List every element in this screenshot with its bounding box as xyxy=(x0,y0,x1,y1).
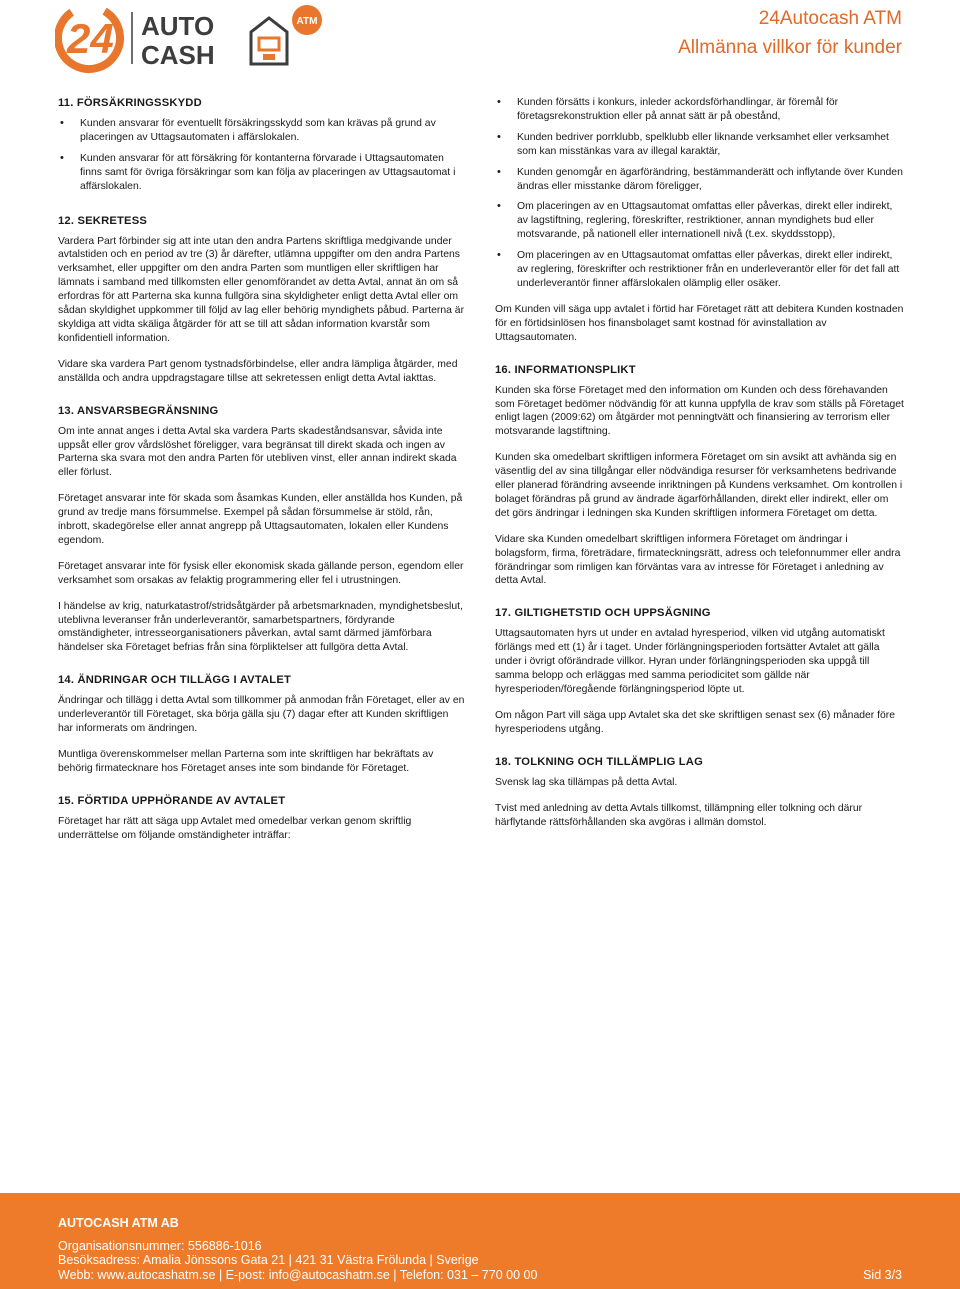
section-16-paragraph: Kunden ska omedelbart skriftligen informera Företaget om sin avsikt att avhända sig en väsentlig del av sina tillgångar eller nödvändiga resurser för verksamhetens bedrivande eller planerad förändring avseende inriktningen på Kundens verksamhet. Om kontrollen i bolaget förändras på grund av ändrade ägarförhållanden, direkt eller indirekt, eller om det görs ändringar i ledningen ska Kunden skriftligen informera Företaget om detta. xyxy=(495,452,903,519)
section-14-paragraph: Ändringar och tillägg i detta Avtal som tillkommer på anmodan från Företaget, eller av en underleverantör till Företaget, ska börja gälla sju (7) dagar efter att Kunden skriftligen har informerats om ändringen. xyxy=(58,695,465,735)
list-item: • Kunden försätts i konkurs, inleder ackordsförhandlingar, är föremål för företagsrekonstruktion eller på annat sätt är på obestånd, xyxy=(495,96,904,124)
section-12-paragraph: Vardera Part förbinder sig att inte utan den andra Partens skriftliga medgivande under avtalstiden och en period av tre (3) år därefter, utlämna uppgifter om den andra Partens verksamhet, eller uppgifter om den andra Parten som muntligen eller skriftligen har lämnats i samband med tillkomsten eller genomförandet av detta Avtal, annat än om så erfordras för att Parterna ska kunna fullgöra sina skyldigheter enligt detta Avtal eller om sådan skyldighet uppkommer till följd av lag eller behörig myndighets påbud. Parterna är skyldiga att vidta skäliga åtgärder för att se till att sådan information kvarstår som konfidentiell information. xyxy=(58,235,465,344)
logo-cash: CASH xyxy=(141,40,215,70)
section-17-title: 17. GILTIGHETSTID OCH UPPSÄGNING xyxy=(495,607,711,620)
left-column xyxy=(58,96,465,855)
list-item: • Kunden bedriver porrklubb, spelklubb eller liknande verksamhet eller verksamhet som kan misstänkas vara av illegal karaktär, xyxy=(495,131,904,159)
atm-badge-text: ATM xyxy=(296,16,318,27)
section-17-paragraph: Om någon Part vill säga upp Avtalet ska det ske skriftligen senast sex (6) månader före hyresperiodens utgång. xyxy=(495,709,896,735)
footer xyxy=(0,1193,960,1289)
footer-contact: Webb: www.autocashatm.se | E-post: info@autocashatm.se | Telefon: 031 – 770 00 00 xyxy=(58,1268,538,1282)
section-18-paragraph: Tvist med anledning av detta Avtals tillkomst, tillämpning eller tolkning och därur härflytande rättsförhållanden ska avgöras i allmän domstol. xyxy=(495,802,863,828)
section-12-paragraph: Vidare ska vardera Part genom tystnadsförbindelse, eller andra lämpliga åtgärder, med anställda och andra uppdragstagare tillse att sekretessen enligt detta Avtal iakttas. xyxy=(58,358,458,384)
section-16-paragraph: Vidare ska Kunden omedelbart skriftligen informera Företaget om ändringar i bolagsform, firma, företrädare, firmateckningsrätt, adress och telefonnummer eller andra förändringar som rimligen kan förväntas vara av intresse för Företaget i anledning av detta Avtal. xyxy=(495,533,901,587)
section-15-list xyxy=(495,96,904,291)
section-15-paragraph: Företaget har rätt att säga upp Avtalet med omedelbar verkan genom skriftlig underrättelse om följande omständigheter inträffar: xyxy=(58,815,412,841)
logo-number: 24 xyxy=(67,15,114,62)
footer-company: AUTOCASH ATM AB xyxy=(58,1216,179,1230)
section-15-paragraph: Om Kunden vill säga upp avtalet i förtid har Företaget rätt att debitera Kunden kostnaden för en förtidsinlösen hos finansbolaget samt kostnad för avinstallation av Uttagsautomaten. xyxy=(495,303,904,343)
right-column xyxy=(495,96,904,841)
footer-org-number: Organisationsnummer: 556886-1016 xyxy=(58,1239,262,1253)
list-item: • Om placeringen av en Uttagsautomat omfattas eller påverkas, direkt eller indirekt, av reglering, föreskrifter och restriktioner från en underleverantör eller för det fall att underleverantör finner affärslokalen olämplig eller osäker. xyxy=(495,249,904,291)
page-number: Sid 3/3 xyxy=(863,1268,902,1282)
section-13-paragraph: Företaget ansvarar inte för fysisk eller ekonomisk skada gällande person, egendom eller verksamhet som orsakas av felaktig programmering eller fel i utrustningen. xyxy=(58,560,464,586)
section-15-title: 15. FÖRTIDA UPPHÖRANDE AV AVTALET xyxy=(58,794,286,807)
autocash-logo xyxy=(55,2,325,74)
logo-24-emblem xyxy=(55,2,131,74)
section-14-paragraph: Muntliga överenskommelser mellan Parterna som inte skriftligen har bekräftats av behörig firmatecknare hos Företaget anses inte som bindande för Företaget. xyxy=(58,749,434,774)
section-17-paragraph: Uttagsautomaten hyrs ut under en avtalad hyresperiod, vilken vid utgång automatiskt förlängs med ett (1) år i taget. Under förlängningsperioden fortsätter Avtalet att gälla under i övrigt oförändrade villkor. Hyran under förlängningsperioden ska uppgå till samma belopp och erläggas med samma periodicitet som gällde när hyresperioden/föregående förlängningsperiod löpte ut. xyxy=(495,628,885,695)
section-13-paragraph: I händelse av krig, naturkatastrof/stridsåtgärder på arbetsmarknaden, myndighetsbeslut, uteblivna leveranser från underleverantör, samarbetspartners, fördyrande omständigheter, intresseorganisationers påverkan, avtal samt därmed jämförbara händelser ska Företaget befrias från sina förpliktelser att fullgöra detta Avtal. xyxy=(58,600,463,654)
section-11-list xyxy=(58,117,465,194)
atm-machine-icon xyxy=(251,18,287,64)
section-13-paragraph: Företaget ansvarar inte för skada som åsamkas Kunden, eller anställda hos Kunden, på grund av tredje mans försummelse. Exempel på sådan försummelse är stöld, rån, inbrott, skadegörelse eller annat angrepp på Uttagsautomaten, lokalen eller Kundens egendom. xyxy=(58,493,463,546)
footer-address: Besöksadress: Amalia Jönssons Gata 21 | 421 31 Västra Frölunda | Sverige xyxy=(58,1253,479,1267)
section-11-title: 11. FÖRSÄKRINGSSKYDD xyxy=(58,97,202,109)
section-13-title: 13. ANSVARSBEGRÄNSNING xyxy=(58,404,219,417)
document-header xyxy=(678,8,902,61)
section-18-title: 18. TOLKNING OCH TILLÄMPLIG LAG xyxy=(495,755,703,768)
logo-auto: AUTO xyxy=(141,11,215,41)
list-item: • Kunden ansvarar för att försäkring för kontanterna förvarade i Uttagsautomaten finns samt för övriga försäkringar som kan följa av placeringen av Uttagsautomat i affärslokalen. xyxy=(58,152,465,194)
section-16-paragraph: Kunden ska förse Företaget med den information om Kunden och dess förehavanden som Företaget bedömer nödvändig för att kunna uppfylla de krav som ställs på Företaget enligt lagen (2009:62) om åtgärder mot penningtvätt och finansiering av terrorism eller motsvarande lagstiftning. xyxy=(495,384,904,438)
document-subtitle: Allmänna villkor för kunder xyxy=(678,37,902,58)
document-title: 24Autocash ATM xyxy=(758,8,902,29)
list-item: • Kunden ansvarar för eventuellt försäkringsskydd som kan krävas på grund av placeringen av Uttagsautomaten i affärslokalen. xyxy=(58,117,465,145)
list-item: • Kunden genomgår en ägarförändring, bestämmanderätt och inflytande över Kunden ändras eller misstanke därom föreligger, xyxy=(495,166,904,194)
section-18-paragraph: Svensk lag ska tillämpas på detta Avtal. xyxy=(495,776,678,788)
section-12-title: 12. SEKRETESS xyxy=(58,214,148,227)
section-14-title: 14. ÄNDRINGAR OCH TILLÄGG I AVTALET xyxy=(58,674,292,687)
list-item: • Om placeringen av en Uttagsautomat omfattas eller påverkas, direkt eller indirekt, av lagstiftning, reglering, föreskrifter, restriktioner, annan myndighets bud eller motsvarande, på nationell eller internationell nivå (t.ex. skyddsstopp), xyxy=(495,200,904,242)
section-16-title: 16. INFORMATIONSPLIKT xyxy=(495,363,636,376)
section-13-paragraph: Om inte annat anges i detta Avtal ska vardera Parts skadeståndsansvar, såvida inte uppsåt eller grov vårdslöshet föreligger, vara begränsat till direkt skada och ingen av Parterna ska svara mot den andra Parten för utebliven vinst, eller annan indirekt skada eller förlust. xyxy=(58,425,457,479)
